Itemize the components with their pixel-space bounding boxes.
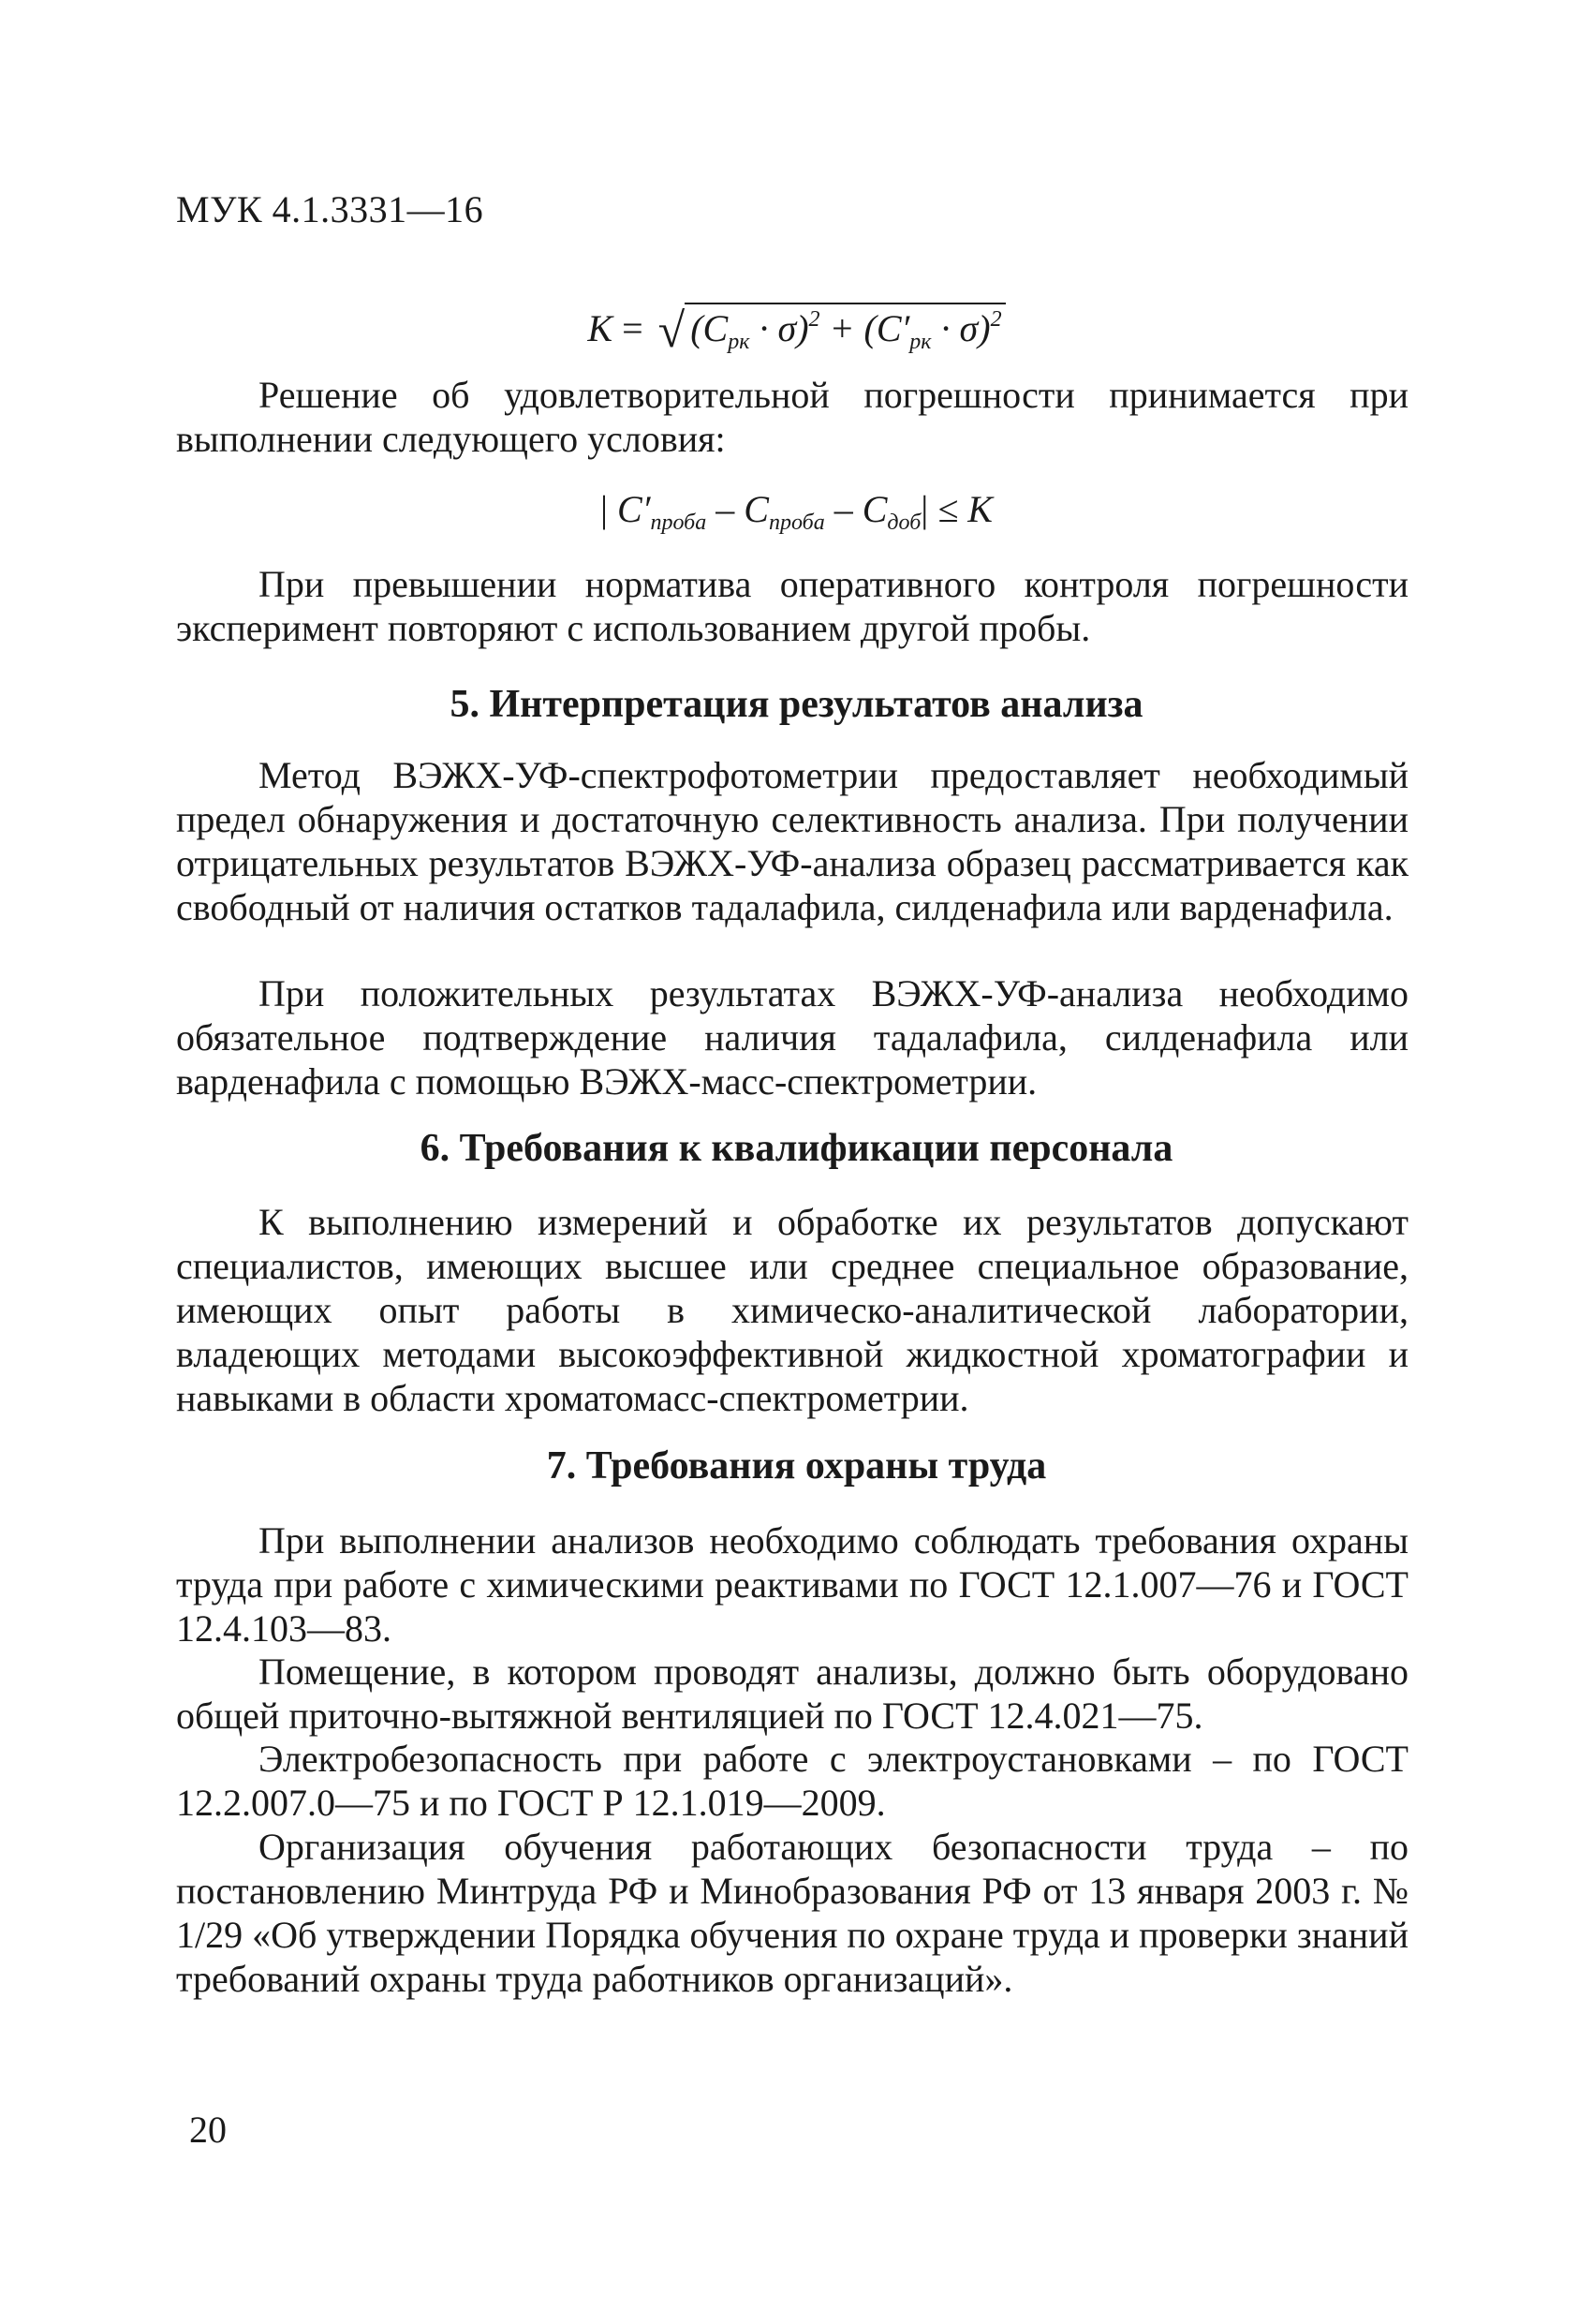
document-code: МУК 4.1.3331—16 (176, 188, 484, 230)
formula-k-sigma2: σ (959, 307, 979, 349)
paragraph-exceed: При превышении норматива оперативного контроля погрешности эксперимент повторяют с использованием другой пробы. (176, 563, 1409, 649)
paragraph-decision: Решение об удовлетворительной погрешности принимается при выполнении следующего условия: (176, 374, 1409, 460)
paragraph-section7-3: Электробезопасность при работе с электроустановками – по ГОСТ 12.2.007.0—75 и по ГОСТ Р 12.1.019—2009. (176, 1738, 1409, 1824)
formula-cond-cadd: C (862, 488, 888, 530)
heading-section-7: 7. Требования охраны труда (546, 1444, 1047, 1488)
formula-cond-cadd-sub: доб (887, 511, 922, 535)
formula-k-c2-sub: рк (909, 330, 932, 354)
formula-cond-rhs: ≤ K (937, 488, 993, 530)
page-number: 20 (189, 2109, 227, 2151)
formula-k-exp2: 2 (990, 307, 1002, 332)
formula-k-eq: = (622, 307, 643, 349)
paragraph-section5-2: При положительных результатах ВЭЖХ-УФ-анализа необходимо обязательное подтверждение наличия тадалафила, силденафила или варденафила с помощью ВЭЖХ-масс-спектрометрии. (176, 972, 1409, 1103)
paragraph-section7-4: Организация обучения работающих безопасности труда – по постановлению Минтруда РФ и Минобразования РФ от 13 января 2003 г. № 1/29 «Об утверждении Порядка обучения по охране труда и проверки знаний требований охраны труда работников организаций». (176, 1826, 1409, 2000)
formula-cond-c: C (744, 488, 769, 530)
formula-k (0, 298, 1593, 358)
formula-cond-cprime-sub: проба (650, 511, 707, 535)
heading-section-6: 6. Требования к квалификации персонала (420, 1127, 1173, 1170)
paragraph-section7-2: Помещение, в котором проводят анализы, должно быть оборудовано общей приточно-вытяжной вентиляцией по ГОСТ 12.4.021—75. (176, 1650, 1409, 1737)
formula-condition: | $C'_{проба} - C_{проба} - C_{доб}| \le K$ (600, 488, 993, 535)
formula-k-c1-sub: рк (728, 330, 750, 354)
formula-k-lhs: K (587, 307, 613, 349)
paragraph-section7-1: При выполнении анализов необходимо соблюдать требования охраны труда при работе с химическими реактивами по ГОСТ 12.1.007—76 и ГОСТ 12.4.103—83. (176, 1519, 1409, 1650)
sqrt-symbol: √ $(C_{рк} \cdot \sigma)^2 + (C'_{рк} \cdot \sigma)^2$ (653, 298, 1006, 355)
formula-cond-c-sub: проба (768, 511, 825, 535)
formula-k-c2: C′ (876, 307, 910, 349)
heading-section-5: 5. Интерпретация результатов анализа (450, 683, 1143, 726)
formula-cond-cprime: C′ (617, 488, 651, 530)
formula-k-c1: C (702, 307, 729, 349)
paragraph-section5-1: Метод ВЭЖХ-УФ-спектрофотометрии предоставляет необходимый предел обнаружения и достаточную селективность анализа. При получении отрицательных результатов ВЭЖХ-УФ-анализа образец рассматривается как свободный от наличия остатков тадалафила, силденафила или варденафила. (176, 754, 1409, 928)
formula-k-exp1: 2 (808, 307, 820, 332)
formula-k-sigma1: σ (777, 307, 797, 349)
paragraph-section6-1: К выполнению измерений и обработке их результатов допускают специалистов, имеющих высшее или среднее специальное образование, имеющих опыт работы в химическо-аналитической лаборатории, владеющих методами высокоэффективной жидкостной хроматографии и навыками в области хроматомасс-спектрометрии. (176, 1201, 1409, 1419)
